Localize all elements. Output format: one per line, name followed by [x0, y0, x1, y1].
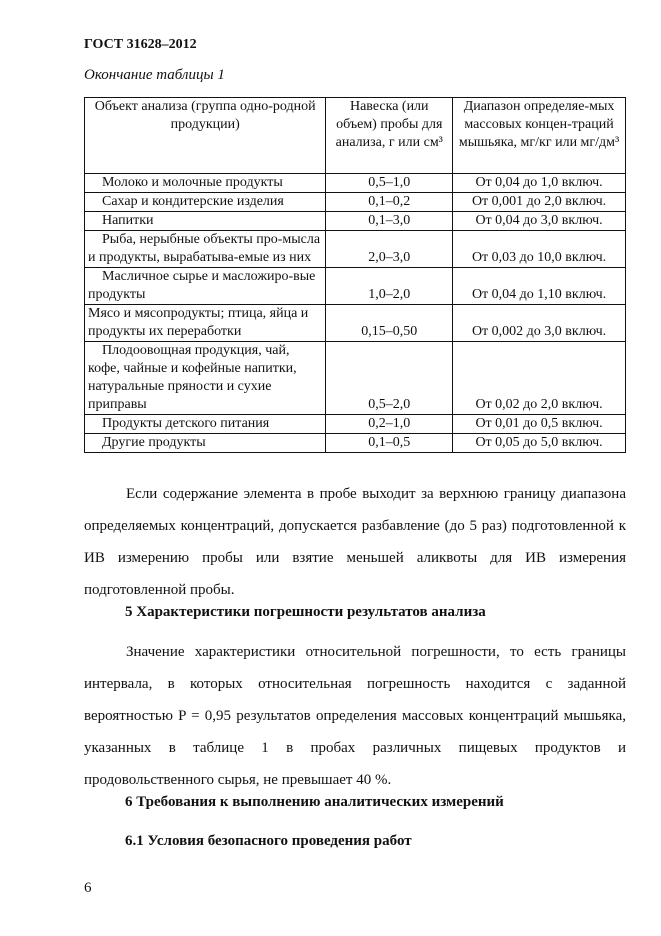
table-row	[85, 434, 626, 453]
cell-object: Молоко и молочные продукты	[85, 174, 326, 193]
cell-object: Продукты детского питания	[85, 415, 326, 434]
section-6-title: 6 Требования к выполнению аналитических измерений	[125, 794, 504, 810]
arsenic-range-table	[84, 97, 626, 453]
cell-range: От 0,04 до 1,0 включ.	[453, 174, 626, 193]
cell-sample: 0,1–0,5	[326, 434, 453, 453]
column-header-object: Объект анализа (группа одно-родной продукции)	[85, 98, 326, 174]
cell-range: От 0,04 до 1,10 включ.	[453, 268, 626, 305]
cell-object: Мясо и мясопродукты; птица, яйца и продукты их переработки	[85, 305, 326, 342]
cell-range: От 0,03 до 10,0 включ.	[453, 231, 626, 268]
cell-object: Напитки	[85, 212, 326, 231]
cell-sample: 0,1–3,0	[326, 212, 453, 231]
cell-sample: 0,5–1,0	[326, 174, 453, 193]
cell-object: Сахар и кондитерские изделия	[85, 193, 326, 212]
dilution-paragraph: Если содержание элемента в пробе выходит за верхнюю границу диапазона определяемых концентраций, допускается разбавление (до 5 раз) подготовленной к ИВ измерению пробы или взятие меньшей аликвоты для ИВ измерения подготовленной пробы.	[84, 486, 626, 598]
section-6-1-title: 6.1 Условия безопасного проведения работ	[125, 833, 412, 849]
cell-sample: 1,0–2,0	[326, 268, 453, 305]
cell-range: От 0,02 до 2,0 включ.	[453, 342, 626, 415]
cell-object: Плодоовощная продукция, чай, кофе, чайные и кофейные напитки, натуральные пряности и сухие приправы	[85, 342, 326, 415]
cell-range: От 0,01 до 0,5 включ.	[453, 415, 626, 434]
cell-object: Рыба, нерыбные объекты про-мысла и продукты, вырабатыва-емые из них	[85, 231, 326, 268]
cell-object: Другие продукты	[85, 434, 326, 453]
error-characteristics-paragraph: Значение характеристики относительной погрешности, то есть границы интервала, в которых относительная погрешность находится с заданной вероятностью P = 0,95 результатов определения массовых концентраций мышьяка, указанных в таблице 1 в пробах различных пищевых продуктов и продовольственного сырья, не превышает 40 %.	[84, 644, 626, 788]
table-row	[85, 174, 626, 193]
table-row	[85, 231, 626, 268]
page-number: 6	[84, 880, 92, 896]
table-row	[85, 212, 626, 231]
table-row	[85, 415, 626, 434]
column-header-sample: Навеска (или объем) пробы для анализа, г или см³	[326, 98, 453, 174]
cell-range: От 0,04 до 3,0 включ.	[453, 212, 626, 231]
cell-range: От 0,002 до 3,0 включ.	[453, 305, 626, 342]
table-row	[85, 268, 626, 305]
section-5-title: 5 Характеристики погрешности результатов анализа	[125, 604, 486, 620]
cell-object: Масличное сырье и масложиро-вые продукты	[85, 268, 326, 305]
table-row	[85, 305, 626, 342]
column-header-range: Диапазон определяе-мых массовых концен-траций мышьяка, мг/кг или мг/дм³	[453, 98, 626, 174]
cell-sample: 2,0–3,0	[326, 231, 453, 268]
cell-sample: 0,1–0,2	[326, 193, 453, 212]
cell-sample: 0,2–1,0	[326, 415, 453, 434]
table-continuation-caption: Окончание таблицы 1	[84, 67, 225, 83]
table-row	[85, 193, 626, 212]
table-row	[85, 342, 626, 415]
cell-range: От 0,05 до 5,0 включ.	[453, 434, 626, 453]
cell-sample: 0,5–2,0	[326, 342, 453, 415]
cell-range: От 0,001 до 2,0 включ.	[453, 193, 626, 212]
document-code: ГОСТ 31628–2012	[84, 37, 197, 52]
cell-sample: 0,15–0,50	[326, 305, 453, 342]
